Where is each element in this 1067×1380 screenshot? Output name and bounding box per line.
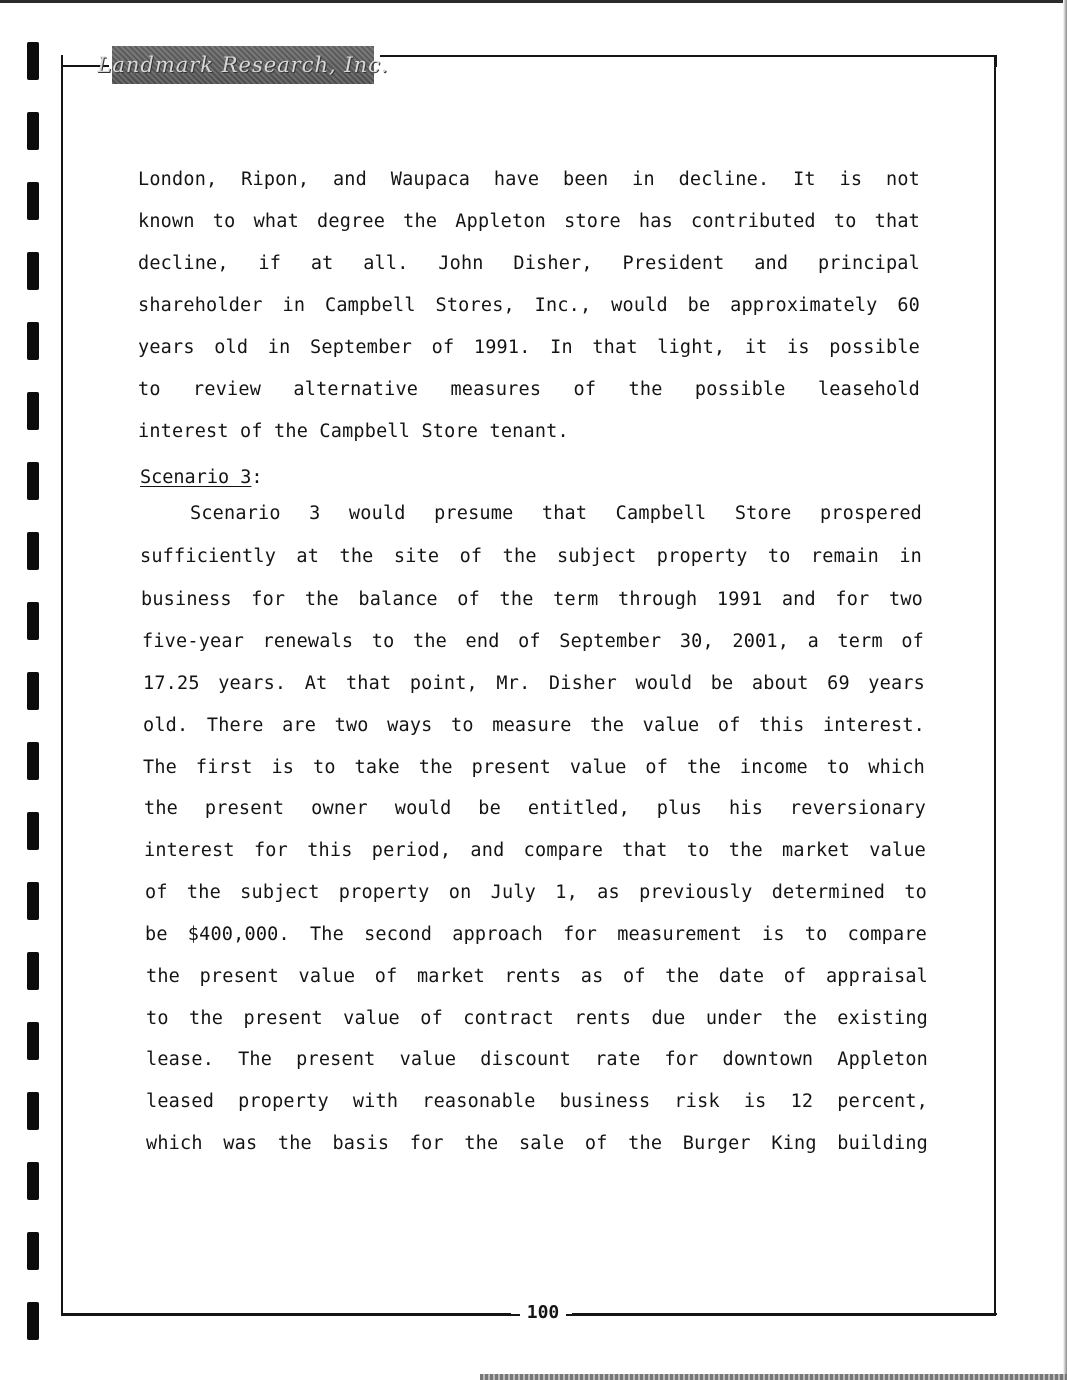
text-line: sufficiently at the site of the subject property to remain in <box>140 546 922 567</box>
logo-text: Landmark Research, Inc. <box>97 53 389 77</box>
text-line: lease. The present value discount rate for downtown Appleton <box>146 1049 928 1070</box>
text-line: shareholder in Campbell Stores, Inc., would be approximately 60 <box>138 295 920 316</box>
text-line: 17.25 years. At that point, Mr. Disher would be about 69 years <box>143 673 925 694</box>
text-line: years old in September of 1991. In that light, it is possible <box>138 337 920 358</box>
text-line: known to what degree the Appleton store has contributed to that <box>138 211 920 232</box>
text-line: London, Ripon, and Waupaca have been in decline. It is not <box>138 169 920 190</box>
text-line: of the subject property on July 1, as previously determined to <box>145 882 927 903</box>
section-heading-colon: : <box>251 467 263 488</box>
text-line: be $400,000. The second approach for measurement is to compare <box>145 924 927 945</box>
text-line: the present value of market rents as of the date of appraisal <box>146 966 928 987</box>
section-heading <box>140 466 263 490</box>
text-line: interest for this period, and compare that to the market value <box>144 840 926 861</box>
page-number: 100 <box>520 1302 566 1324</box>
text-line: Scenario 3 would presume that Campbell Store prospered <box>190 503 922 524</box>
text-line: which was the basis for the sale of the Burger King building <box>146 1133 928 1154</box>
text-line: The first is to take the present value of the income to which <box>143 757 925 778</box>
text-line: to the present value of contract rents due under the existing <box>146 1008 928 1029</box>
footer-rule-left <box>61 1313 511 1315</box>
text-line: the present owner would be entitled, plus his reversionary <box>144 798 926 819</box>
text-line: leased property with reasonable business risk is 12 percent, <box>146 1091 928 1112</box>
text-line: old. There are two ways to measure the value of this interest. <box>143 715 925 736</box>
text-line: decline, if at all. John Disher, President and principal <box>138 253 920 274</box>
text-line: to review alternative measures of the possible leasehold <box>138 379 920 400</box>
text-line: five-year renewals to the end of September 30, 2001, a term of <box>142 631 924 652</box>
text-line: interest of the Campbell Store tenant. <box>138 421 569 442</box>
text-line: business for the balance of the term through 1991 and for two <box>141 589 923 610</box>
section-heading-title: Scenario 3 <box>140 467 252 488</box>
footer-rule-right <box>572 1313 997 1315</box>
